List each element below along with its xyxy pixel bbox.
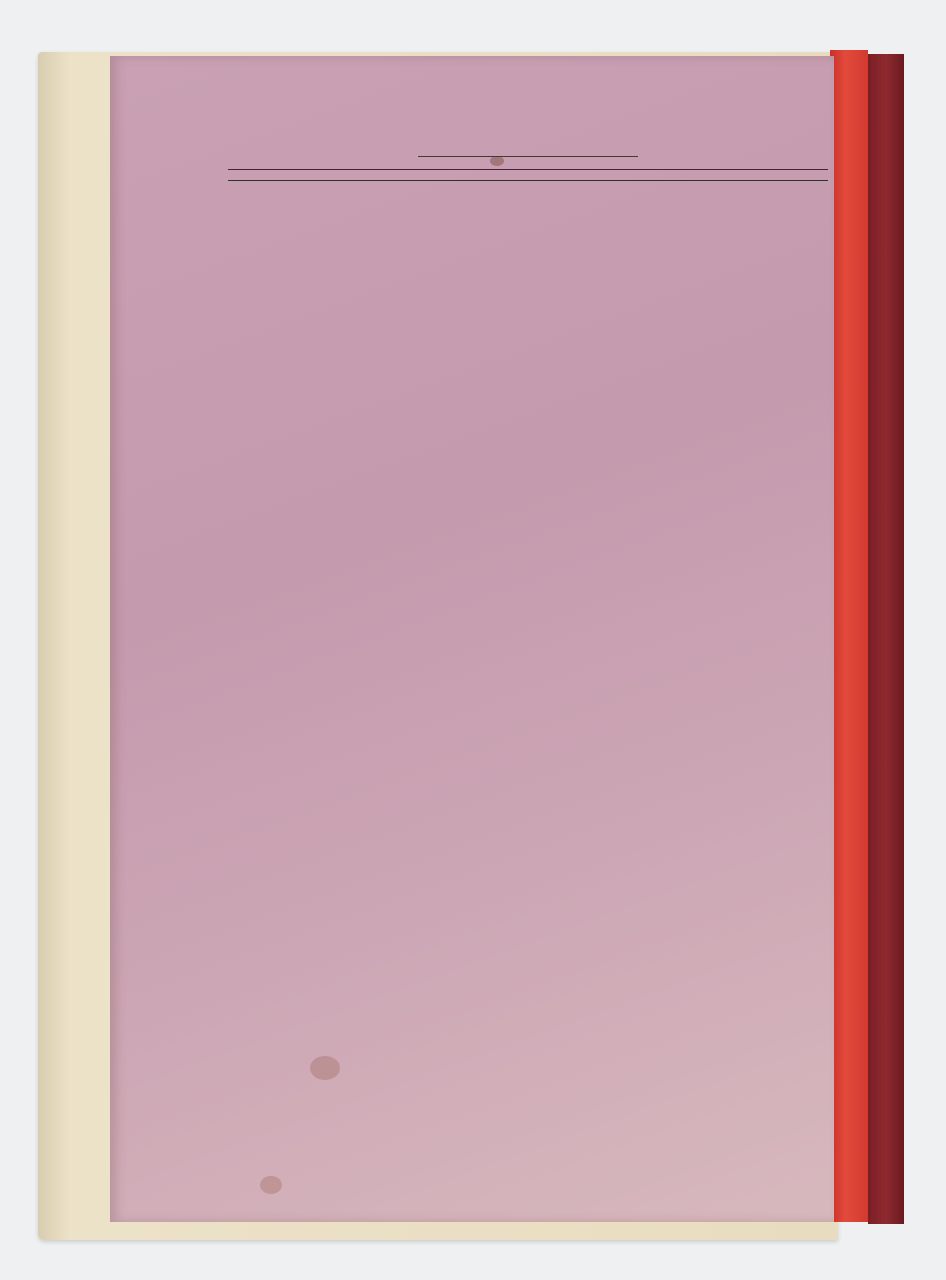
- divider: [418, 156, 638, 157]
- spine-dark: [868, 54, 904, 1224]
- footer-rule: [228, 169, 828, 170]
- spine-red: [830, 50, 868, 1222]
- back-cover: [110, 56, 834, 1222]
- footer-rule-2: [228, 180, 828, 181]
- stain: [260, 1176, 282, 1194]
- stain: [310, 1056, 340, 1080]
- catalog-content: [228, 142, 828, 191]
- book-photo: [38, 40, 908, 1240]
